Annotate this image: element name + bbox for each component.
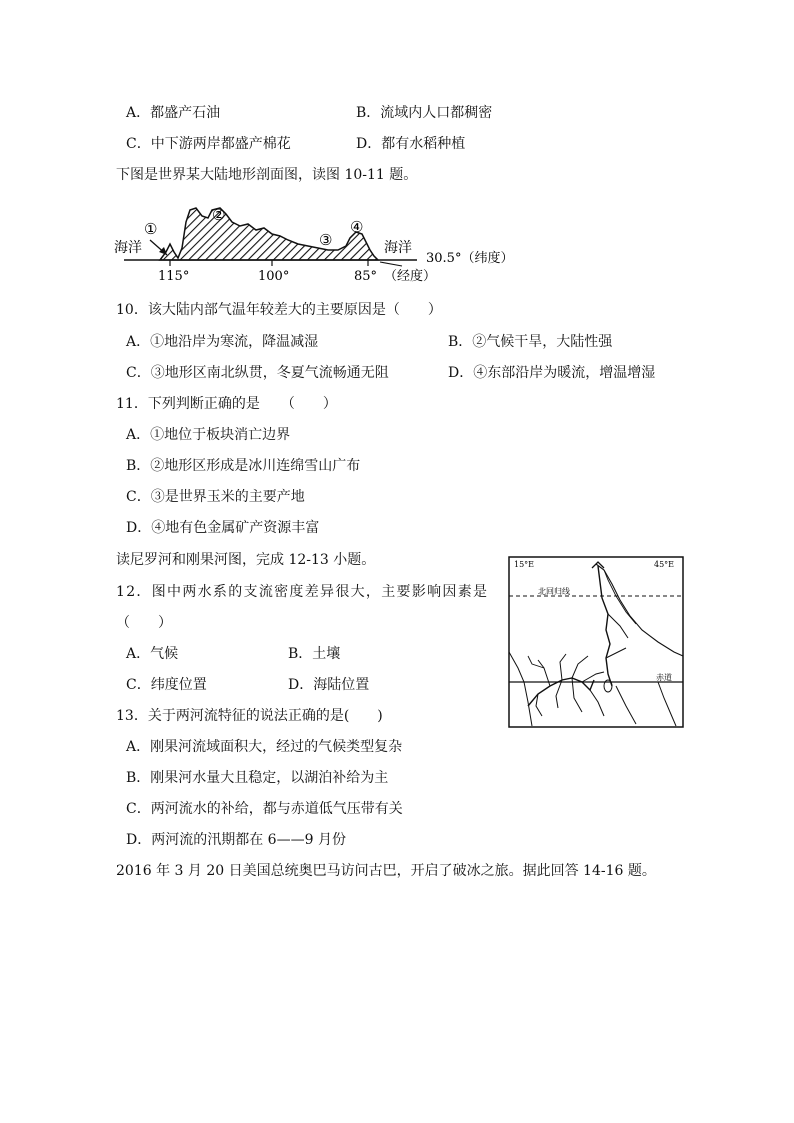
q10-option-c: C．③地形区南北纵贯，冬夏气流畅通无阻 — [126, 365, 389, 381]
q11-option-b: B．②地形区形成是冰川连绵雪山广布 — [126, 458, 361, 474]
q11-option-a: A．①地位于板块消亡边界 — [126, 427, 291, 443]
lon-axis-label: （经度） — [384, 269, 437, 284]
q10-option-a: A．①地沿岸为寒流，降温减湿 — [126, 334, 319, 350]
intro-10-11: 下图是世界某大陆地形剖面图，读图 10-11 题。 — [116, 167, 418, 183]
lon-label-100: 100° — [258, 269, 290, 284]
marker-2: ② — [212, 206, 226, 224]
ocean-right-label: 海洋 — [384, 240, 412, 256]
q11-option-d: D．④地有色金属矿产资源丰富 — [126, 520, 320, 536]
marker-3: ③ — [319, 231, 333, 249]
q13-option-a: A．刚果河流域面积大，经过的气候类型复杂 — [126, 739, 403, 755]
lon-label-85: 85° — [354, 269, 378, 284]
q12-option-c: C．纬度位置 — [126, 677, 207, 693]
terrain-profile-figure — [112, 200, 532, 288]
q12-option-d: D．海陆位置 — [288, 677, 370, 693]
q9-option-c: C．中下游两岸都盛产棉花 — [126, 136, 291, 152]
intro-14-16: 2016 年 3 月 20 日美国总统奥巴马访问古巴，开启了破冰之旅。据此回答 14-16 题。 — [116, 863, 656, 879]
q12-answer-paren: （ ） — [116, 615, 172, 631]
lon-15e-label: 15°E — [514, 560, 535, 569]
lon-label-115: 115° — [158, 269, 190, 284]
tropic-label: 北回归线 — [538, 587, 570, 596]
q12-option-b: B．土壤 — [288, 646, 341, 662]
q9-option-d: D．都有水稻种植 — [356, 136, 466, 152]
q12-option-a: A．气候 — [126, 646, 179, 662]
q9-option-a: A．都盛产石油 — [126, 105, 221, 121]
nile-congo-map — [508, 556, 684, 728]
marker-4: ④ — [350, 218, 364, 236]
q13-option-d: D．两河流的汛期都在 6——9 月份 — [126, 832, 346, 848]
lat-label: 30.5°（纬度） — [426, 251, 514, 266]
q12-stem: 12．图中两水系的支流密度差异很大，主要影响因素是 — [116, 584, 489, 600]
q10-option-b: B．②气候干旱，大陆性强 — [448, 334, 613, 350]
q10-option-d: D．④东部沿岸为暖流，增温增湿 — [448, 365, 656, 381]
equator-label: 赤道 — [656, 673, 672, 682]
q9-option-b: B．流域内人口都稠密 — [356, 105, 493, 121]
q13-option-b: B．刚果河水量大且稳定，以湖泊补给为主 — [126, 770, 389, 786]
marker-1: ① — [144, 220, 158, 238]
q11-option-c: C．③是世界玉米的主要产地 — [126, 489, 305, 505]
intro-12-13: 读尼罗河和刚果河图，完成 12-13 小题。 — [116, 552, 376, 568]
q11-stem: 11．下列判断正确的是 （ ） — [116, 396, 337, 412]
q13-stem: 13．关于两河流特征的说法正确的是( ) — [116, 708, 383, 724]
q10-stem: 10．该大陆内部气温年较差大的主要原因是（ ） — [116, 302, 442, 318]
q13-option-c: C．两河流水的补给，都与赤道低气压带有关 — [126, 801, 403, 817]
ocean-left-label: 海洋 — [114, 240, 142, 256]
lon-45e-label: 45°E — [654, 560, 675, 569]
